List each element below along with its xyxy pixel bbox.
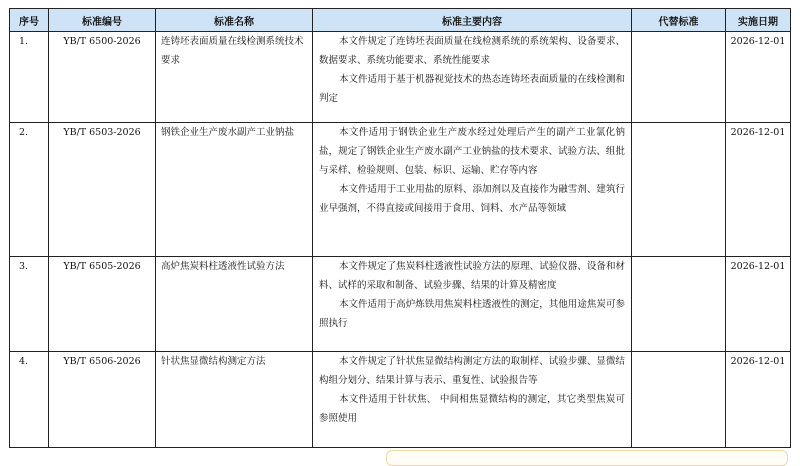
standard-name: 钢铁企业生产废水副产工业钠盐 <box>156 123 313 257</box>
content-paragraph: 本文件适用于工业用盐的原料、添加剂以及直接作为融雪剂、建筑行业早强剂，不得直接或间接用于食用、饲料、水产品等领域 <box>319 184 625 214</box>
header-row <box>10 9 791 32</box>
replaced-standard <box>632 352 726 448</box>
content-paragraph: 本文件适用于高炉炼铁用焦炭料柱透液性的测定，其他用途焦炭可参照执行 <box>319 299 625 329</box>
content-paragraph: 本文件规定了针状焦显微结构测定方法的取制样、试验步骤、显微结构组分划分、结果计算与表示、重复性、试验报告等 <box>319 356 625 386</box>
replaced-standard <box>632 257 726 352</box>
standard-content <box>313 352 632 448</box>
standard-name: 针状焦显微结构测定方法 <box>156 352 313 448</box>
effective-date: 2026-12-01 <box>726 32 791 123</box>
effective-date: 2026-12-01 <box>726 123 791 257</box>
standard-code: YB/T 6500-2026 <box>49 32 156 123</box>
header-code: 标准编号 <box>49 9 156 32</box>
content-paragraph: 本文件规定了焦炭料柱透液性试验方法的原理、试验仪器、设备和材料、试样的采取和制备、试验步骤、结果的计算及精密度 <box>319 261 625 291</box>
replaced-standard <box>632 123 726 257</box>
row-number: 2. <box>10 123 49 257</box>
standard-content <box>313 257 632 352</box>
row-number: 3. <box>10 257 49 352</box>
table-row <box>10 352 791 448</box>
table-row <box>10 32 791 123</box>
content-paragraph: 本文件适用于针状焦、 中间相焦显微结构的测定，其它类型焦炭可参照使用 <box>319 394 625 424</box>
standard-code: YB/T 6506-2026 <box>49 352 156 448</box>
content-paragraph: 本文件适用于钢铁企业生产废水经过处理后产生的副产工业氯化钠盐，规定了钢铁企业生产废水副产工业钠盐的技术要求、试验方法、组批与采样、检验规则、包装、标识、运输、贮存等内容 <box>319 127 625 176</box>
header-replace: 代替标准 <box>632 9 726 32</box>
effective-date: 2026-12-01 <box>726 352 791 448</box>
standard-code: YB/T 6503-2026 <box>49 123 156 257</box>
standard-name: 连铸坯表面质量在线检测系统技术要求 <box>156 32 313 123</box>
header-content: 标准主要内容 <box>313 9 632 32</box>
header-no: 序号 <box>10 9 49 32</box>
table-row <box>10 257 791 352</box>
standard-code: YB/T 6505-2026 <box>49 257 156 352</box>
standards-table <box>9 8 791 448</box>
header-date: 实施日期 <box>726 9 791 32</box>
standard-content <box>313 32 632 123</box>
popup-box-edge <box>386 450 788 466</box>
table-row <box>10 123 791 257</box>
replaced-standard <box>632 32 726 123</box>
standard-name: 高炉焦炭料柱透液性试验方法 <box>156 257 313 352</box>
row-number: 4. <box>10 352 49 448</box>
header-name: 标准名称 <box>156 9 313 32</box>
content-paragraph: 本文件规定了连铸坯表面质量在线检测系统的系统架构、设备要求、数据要求、系统功能要求、系统性能要求 <box>319 36 625 66</box>
standard-content <box>313 123 632 257</box>
effective-date: 2026-12-01 <box>726 257 791 352</box>
row-number: 1. <box>10 32 49 123</box>
content-paragraph: 本文件适用于基于机器视觉技术的热态连铸坯表面质量的在线检测和判定 <box>319 74 625 104</box>
